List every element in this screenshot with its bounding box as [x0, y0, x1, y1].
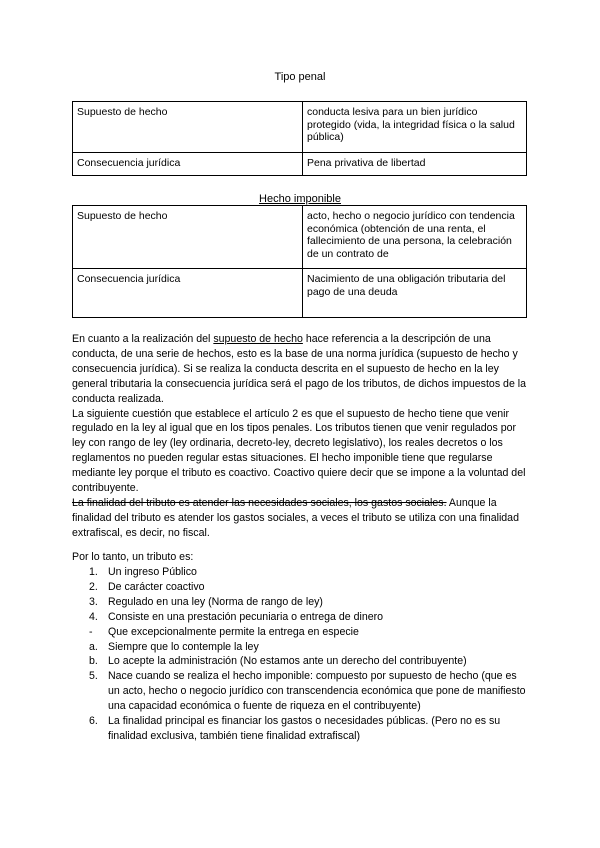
list-item — [72, 595, 528, 610]
list-item — [72, 640, 528, 655]
list-marker: 1. — [89, 566, 98, 578]
paragraph — [72, 496, 528, 541]
table-cell-value: conducta lesiva para un bien jurídico protegido (vida, la integridad física o la salud pública) — [303, 102, 527, 153]
underlined-term: supuesto de hecho — [213, 333, 303, 345]
list-item-text: Un ingreso Público — [108, 566, 197, 578]
list-item-text: Que excepcionalmente permite la entrega en especie — [108, 625, 359, 638]
table-row — [73, 153, 527, 176]
list-item-text: Regulado en una ley (Norma de rango de ley) — [108, 595, 323, 608]
table-cell-label: Consecuencia jurídica — [73, 153, 303, 176]
list-marker: 3. — [89, 595, 98, 608]
table-row — [73, 269, 527, 318]
list-item — [72, 610, 528, 625]
list-marker: - — [89, 625, 93, 638]
list-marker: 2. — [89, 580, 98, 593]
list-item-text: Lo acepte la administración (No estamos ante un derecho del contribuyente) — [108, 655, 467, 668]
paragraph-text: hace referencia a la descripción de una conducta, de una serie de hechos, esto es la base de una norma jurídica (supuesto de hecho y consecuencia jurídica). Si se realiza la conducta descrita en el supuesto de hecho en la ley general tributaria la consecuencia jurídica será el pago de los tributos, de dichos impuestos de la conducta realizada. — [72, 333, 527, 405]
hecho-imponible-table — [72, 205, 527, 318]
list-item-text: De carácter coactivo — [108, 580, 205, 593]
list-item — [72, 565, 528, 580]
list-item — [72, 580, 528, 595]
list-item — [72, 714, 528, 744]
table-cell-label: Supuesto de hecho — [73, 206, 303, 269]
list-marker: 6. — [89, 715, 98, 728]
list-item-text: Siempre que lo contemple la ley — [108, 640, 259, 653]
list-marker: b. — [89, 655, 98, 668]
table-cell-value: acto, hecho o negocio jurídico con tendencia económica (obtención de una renta, el fallecimiento de una persona, la celebración de un contrato de — [303, 206, 527, 269]
list-marker: a. — [89, 640, 98, 653]
tipo-penal-table — [72, 101, 527, 176]
table-row — [73, 206, 527, 269]
paragraph — [72, 332, 528, 407]
list-marker: 5. — [89, 670, 98, 683]
table-cell-label: Consecuencia jurídica — [73, 269, 303, 318]
list-item-text: La finalidad principal es financiar los gastos o necesidades públicas. (Pero no es su finalidad exclusiva, también tiene finalidad extrafiscal) — [108, 715, 501, 742]
paragraph-text: En cuanto a la realización del — [72, 333, 214, 345]
body-text — [72, 332, 528, 541]
table-cell-value: Pena privativa de libertad — [303, 153, 527, 176]
table-cell-value: Nacimiento de una obligación tributaria del pago de una deuda — [303, 269, 527, 318]
table-row — [73, 102, 527, 153]
list-item — [72, 654, 528, 669]
list-item-text: Nace cuando se realiza el hecho imponible: compuesto por supuesto de hecho (que es un acto, hecho o negocio jurídico con transcendencia económica que pone de manifiesto una capacidad económica o fuente de riqueza en el contribuyente) — [108, 670, 526, 713]
struck-text: La finalidad del tributo es atender las necesidades sociales, los gastos sociales. — [72, 496, 447, 509]
list-marker: 4. — [89, 610, 98, 623]
list-item — [72, 669, 528, 714]
tributo-list — [72, 565, 528, 744]
document-title: Tipo penal — [274, 71, 326, 83]
table-cell-label: Supuesto de hecho — [73, 102, 303, 153]
list-item — [72, 625, 528, 640]
paragraph: La siguiente cuestión que establece el artículo 2 es que el supuesto de hecho tiene que venir regulado en la ley al igual que en los tipos penales. Los tributos tienen que venir regulados por ley con rango de ley (ley ordinaria, decreto-ley, decreto legislativo), los reales decretos o los reglamentos no pueden regular estas situaciones. El hecho imponible tiene que regularse mediante ley porque el tributo es coactivo. Coactivo quiere decir que se impone a la voluntad del contribuyente. — [72, 407, 526, 495]
table-caption: Hecho imponible — [259, 193, 341, 205]
paragraph-text: Aunque la finalidad del tributo es atender los gastos sociales, a veces el tributo se utiliza con una finalidad extrafiscal, es decir, no fiscal. — [72, 496, 519, 539]
list-intro: Por lo tanto, un tributo es: — [72, 551, 194, 563]
list-item-text: Consiste en una prestación pecuniaria o entrega de dinero — [108, 610, 384, 623]
